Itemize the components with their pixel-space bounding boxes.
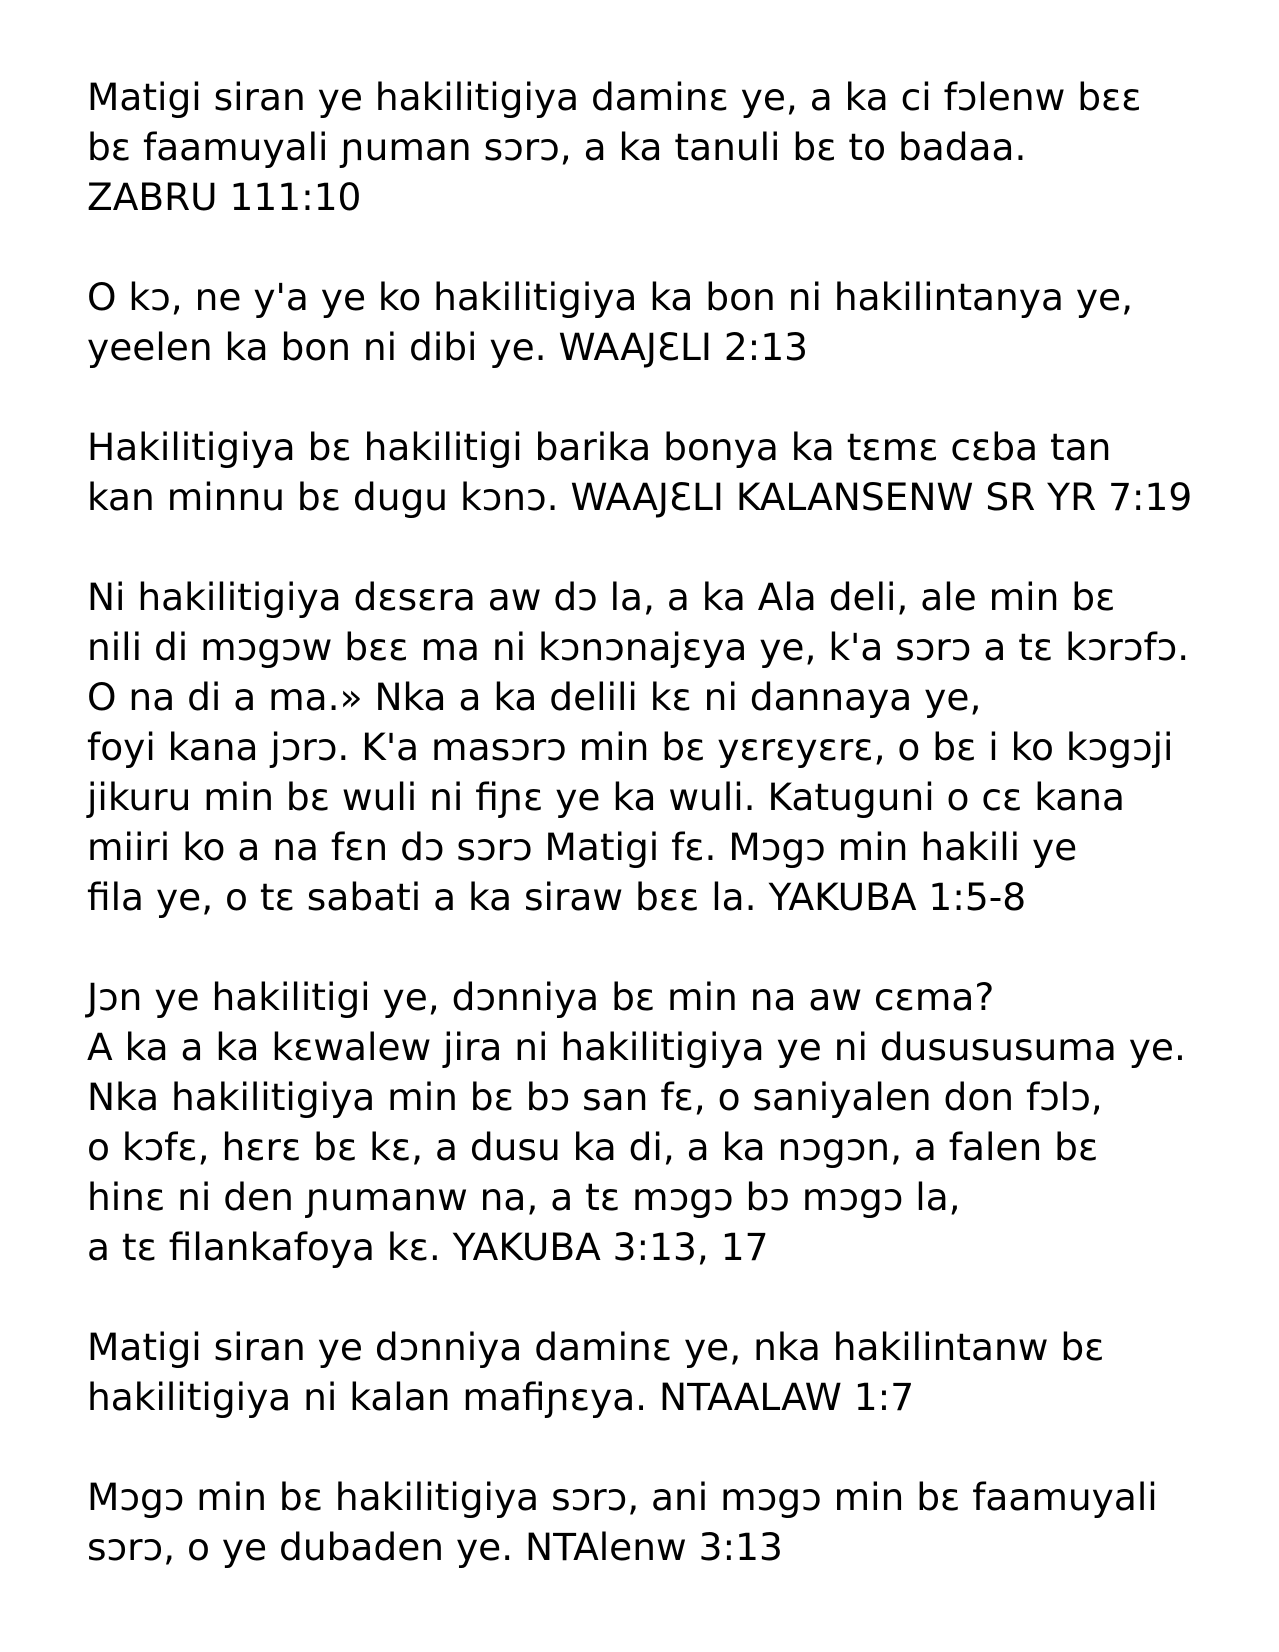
verse-paragraph xyxy=(87,272,1267,372)
text-line: fila ye, o tɛ sabati a ka siraw bɛɛ la. YAKUBA 1:5-8 xyxy=(87,875,1027,919)
text-line: bɛ faamuyali ɲuman sɔrɔ, a ka tanuli bɛ to badaa. xyxy=(87,125,1027,169)
text-line: Nka hakilitigiya min bɛ bɔ san fɛ, o saniyalen don fɔlɔ, xyxy=(87,1075,1103,1119)
text-line: o kɔfɛ, hɛrɛ bɛ kɛ, a dusu ka di, a ka nɔgɔn, a falen bɛ xyxy=(87,1125,1099,1169)
text-line: miiri ko a na fɛn dɔ sɔrɔ Matigi fɛ. Mɔgɔ min hakili ye xyxy=(87,825,1078,869)
text-line: Matigi siran ye hakilitigiya daminɛ ye, a ka ci fɔlenw bɛɛ xyxy=(87,75,1142,119)
text-line: O kɔ, ne y'a ye ko hakilitigiya ka bon ni hakilintanya ye, xyxy=(87,275,1134,319)
text-line: O na di a ma.» Nka a ka delili kɛ ni dannaya ye, xyxy=(87,675,982,719)
text-line: sɔrɔ, o ye dubaden ye. NTAlenw 3:13 xyxy=(87,1525,783,1569)
verse-paragraph xyxy=(87,72,1267,222)
text-line: a tɛ filankafoya kɛ. YAKUBA 3:13, 17 xyxy=(87,1225,769,1269)
text-line: Hakilitigiya bɛ hakilitigi barika bonya ka tɛmɛ cɛba tan xyxy=(87,425,1112,469)
document-page xyxy=(87,72,1267,1572)
text-line: Ni hakilitigiya dɛsɛra aw dɔ la, a ka Ala deli, ale min bɛ xyxy=(87,575,1116,619)
text-line: Matigi siran ye dɔnniya daminɛ ye, nka hakilintanw bɛ xyxy=(87,1325,1105,1369)
verse-paragraph xyxy=(87,972,1267,1272)
text-line: nili di mɔgɔw bɛɛ ma ni kɔnɔnajɛya ye, k'a sɔrɔ a tɛ kɔrɔfɔ. xyxy=(87,625,1190,669)
text-line: A ka a ka kɛwalew jira ni hakilitigiya ye ni dusususuma ye. xyxy=(87,1025,1186,1069)
text-line: ZABRU 111:10 xyxy=(87,175,362,219)
text-line: yeelen ka bon ni dibi ye. WAAJƐLI 2:13 xyxy=(87,325,809,369)
verse-paragraph xyxy=(87,422,1267,522)
text-line: Jɔn ye hakilitigi ye, dɔnniya bɛ min na aw cɛma? xyxy=(87,975,995,1019)
text-line: Mɔgɔ min bɛ hakilitigiya sɔrɔ, ani mɔgɔ min bɛ faamuyali xyxy=(87,1475,1158,1519)
verse-paragraph xyxy=(87,1472,1267,1572)
verse-paragraph xyxy=(87,1322,1267,1422)
text-line: kan minnu bɛ dugu kɔnɔ. WAAJƐLI KALANSENW SR YR 7:19 xyxy=(87,475,1193,519)
text-line: foyi kana jɔrɔ. K'a masɔrɔ min bɛ yɛrɛyɛrɛ, o bɛ i ko kɔgɔji xyxy=(87,725,1174,769)
text-line: jikuru min bɛ wuli ni fiɲɛ ye ka wuli. Katuguni o cɛ kana xyxy=(87,775,1126,819)
verse-paragraph xyxy=(87,572,1267,922)
text-line: hakilitigiya ni kalan mafiɲɛya. NTAALAW 1:7 xyxy=(87,1375,915,1419)
text-line: hinɛ ni den ɲumanw na, a tɛ mɔgɔ bɔ mɔgɔ la, xyxy=(87,1175,961,1219)
